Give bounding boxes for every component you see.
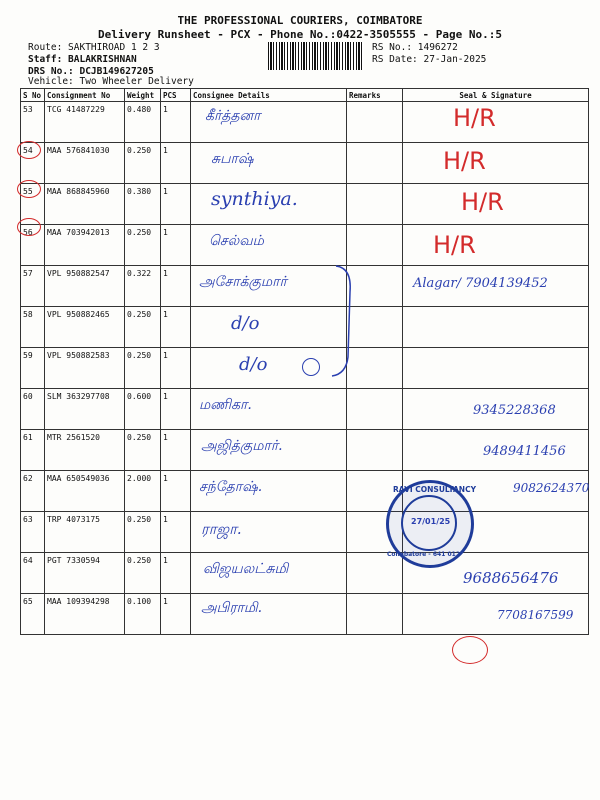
company-stamp <box>386 480 477 568</box>
remarks-cell <box>347 184 403 225</box>
consignee-handwriting: மணிகா. <box>199 397 252 413</box>
remarks-cell <box>347 430 403 471</box>
consignee-cell <box>191 102 347 143</box>
weight-cell: 0.100 <box>125 594 161 635</box>
stamp-date: 27/01/25 <box>411 517 451 526</box>
table-row <box>21 143 589 184</box>
bracket-mark <box>330 262 360 382</box>
pcs-cell: 1 <box>161 553 191 594</box>
consignment-cell: VPL 950882583 <box>45 348 125 389</box>
consignee-cell <box>191 266 347 307</box>
red-circle-mark <box>17 141 41 159</box>
sno-cell: 58 <box>21 307 45 348</box>
signature-cell <box>403 143 589 184</box>
sno-cell: 59 <box>21 348 45 389</box>
sno-cell: 60 <box>21 389 45 430</box>
weight-cell: 0.250 <box>125 512 161 553</box>
signature-handwriting: H/R <box>461 188 504 216</box>
signature-cell <box>403 307 589 348</box>
table-row <box>21 102 589 143</box>
col-weight: Weight <box>125 89 161 102</box>
weight-cell: 0.250 <box>125 348 161 389</box>
consignment-cell: MAA 109394298 <box>45 594 125 635</box>
consignee-cell <box>191 594 347 635</box>
pcs-cell: 1 <box>161 143 191 184</box>
consignment-cell: TRP 4073175 <box>45 512 125 553</box>
table-row <box>21 553 589 594</box>
consignment-cell: SLM 363297708 <box>45 389 125 430</box>
col-sno: S No <box>21 89 45 102</box>
drs-label: DRS No.: DCJB149627205 <box>28 66 154 77</box>
route-label: Route: SAKTHIROAD 1 2 3 <box>28 42 160 53</box>
pcs-cell: 1 <box>161 389 191 430</box>
consignee-handwriting: d/o <box>239 354 268 375</box>
table-row <box>21 512 589 553</box>
col-consignment: Consignment No <box>45 89 125 102</box>
weight-cell: 0.250 <box>125 553 161 594</box>
consignee-cell <box>191 225 347 266</box>
table-row <box>21 184 589 225</box>
sno-cell: 54 <box>21 143 45 184</box>
remarks-cell <box>347 553 403 594</box>
pcs-cell: 1 <box>161 307 191 348</box>
pcs-cell: 1 <box>161 184 191 225</box>
consignee-cell <box>191 512 347 553</box>
table-row <box>21 430 589 471</box>
pcs-cell: 1 <box>161 225 191 266</box>
sno-cell: 64 <box>21 553 45 594</box>
sno-cell: 62 <box>21 471 45 512</box>
consignee-handwriting: அஜித்குமார். <box>201 438 283 454</box>
pcs-cell: 1 <box>161 430 191 471</box>
sno-cell: 63 <box>21 512 45 553</box>
table-row <box>21 594 589 635</box>
remarks-cell <box>347 102 403 143</box>
company-title: THE PROFESSIONAL COURIERS, COIMBATORE <box>177 14 423 27</box>
pcs-cell: 1 <box>161 348 191 389</box>
remarks-cell <box>347 594 403 635</box>
table-row <box>21 471 589 512</box>
pcs-cell: 1 <box>161 102 191 143</box>
rs-date: RS Date: 27-Jan-2025 <box>372 54 487 65</box>
signature-handwriting: H/R <box>433 231 476 259</box>
weight-cell: 0.250 <box>125 430 161 471</box>
signature-cell <box>403 430 589 471</box>
blue-circle-mark <box>302 358 320 376</box>
rs-number: RS No.: 1496272 <box>372 42 458 53</box>
weight-cell: 2.000 <box>125 471 161 512</box>
red-circle-mark <box>452 636 488 664</box>
stamp-place: Coimbatore - 641 012 <box>387 551 461 558</box>
sno-cell: 55 <box>21 184 45 225</box>
remarks-cell <box>347 143 403 184</box>
signature-handwriting: 9345228368 <box>473 403 556 418</box>
table-row <box>21 266 589 307</box>
signature-handwriting: 9082624370 <box>513 481 590 495</box>
consignee-handwriting: ராஜா. <box>201 520 242 538</box>
consignee-cell <box>191 430 347 471</box>
weight-cell: 0.322 <box>125 266 161 307</box>
consignee-handwriting: அசோக்குமார் <box>199 274 287 290</box>
col-remarks: Remarks <box>347 89 403 102</box>
consignee-cell <box>191 471 347 512</box>
consignee-handwriting: கீர்த்தனா <box>205 108 261 124</box>
runsheet-title: Delivery Runsheet - PCX - Phone No.:0422-3505555 - Page No.:5 <box>98 28 502 41</box>
barcode <box>268 42 364 70</box>
consignee-cell <box>191 143 347 184</box>
consignee-handwriting: synthiya. <box>211 188 298 210</box>
table-row <box>21 389 589 430</box>
sno-cell: 65 <box>21 594 45 635</box>
weight-cell: 0.250 <box>125 143 161 184</box>
weight-cell: 0.250 <box>125 307 161 348</box>
stamp-name: RAVI CONSULTANCY <box>393 485 477 494</box>
consignee-cell <box>191 184 347 225</box>
signature-handwriting: Alagar/ 7904139452 <box>413 276 548 291</box>
red-circle-mark <box>17 218 41 236</box>
sno-cell: 57 <box>21 266 45 307</box>
signature-handwriting: 9489411456 <box>483 444 566 459</box>
consignment-cell: MAA 703942013 <box>45 225 125 266</box>
consignee-handwriting: விஜயலட்சுமி <box>203 561 289 577</box>
signature-cell <box>403 594 589 635</box>
signature-handwriting: H/R <box>453 104 496 132</box>
sno-cell: 56 <box>21 225 45 266</box>
vehicle-label: Vehicle: Two Wheeler Delivery <box>28 76 194 87</box>
col-signature: Seal & Signature <box>403 89 589 102</box>
consignee-handwriting: சந்தோஷ். <box>199 479 263 495</box>
consignee-handwriting: சுபாஷ் <box>211 151 254 167</box>
red-circle-mark <box>17 180 41 198</box>
consignee-cell <box>191 348 347 389</box>
sno-cell: 53 <box>21 102 45 143</box>
staff-label: Staff: BALAKRISHNAN <box>28 54 137 65</box>
signature-handwriting: H/R <box>443 147 486 175</box>
consignment-cell: VPL 950882465 <box>45 307 125 348</box>
consignment-cell: MAA 868845960 <box>45 184 125 225</box>
weight-cell: 0.250 <box>125 225 161 266</box>
pcs-cell: 1 <box>161 266 191 307</box>
signature-handwriting: 9688656476 <box>463 569 559 587</box>
signature-handwriting: 7708167599 <box>497 608 574 622</box>
consignee-cell <box>191 553 347 594</box>
weight-cell: 0.380 <box>125 184 161 225</box>
signature-cell <box>403 389 589 430</box>
remarks-cell <box>347 389 403 430</box>
consignment-cell: TCG 41487229 <box>45 102 125 143</box>
signature-cell <box>403 184 589 225</box>
consignee-handwriting: செல்வம் <box>209 233 264 249</box>
consignee-cell <box>191 307 347 348</box>
consignee-cell <box>191 389 347 430</box>
pcs-cell: 1 <box>161 512 191 553</box>
pcs-cell: 1 <box>161 471 191 512</box>
table-header-row <box>21 89 589 102</box>
remarks-cell <box>347 225 403 266</box>
consignment-cell: VPL 950882547 <box>45 266 125 307</box>
consignment-cell: MTR 2561520 <box>45 430 125 471</box>
consignee-handwriting: அபிராமி. <box>201 600 263 616</box>
signature-cell <box>403 348 589 389</box>
signature-cell <box>403 102 589 143</box>
consignment-cell: MAA 650549036 <box>45 471 125 512</box>
weight-cell: 0.480 <box>125 102 161 143</box>
col-consignee: Consignee Details <box>191 89 347 102</box>
pcs-cell: 1 <box>161 594 191 635</box>
table-row <box>21 225 589 266</box>
consignment-cell: PGT 7330594 <box>45 553 125 594</box>
sno-cell: 61 <box>21 430 45 471</box>
signature-cell <box>403 266 589 307</box>
table-row <box>21 307 589 348</box>
weight-cell: 0.600 <box>125 389 161 430</box>
consignment-cell: MAA 576841030 <box>45 143 125 184</box>
consignee-handwriting: d/o <box>231 313 260 334</box>
signature-cell <box>403 225 589 266</box>
col-pcs: PCS <box>161 89 191 102</box>
